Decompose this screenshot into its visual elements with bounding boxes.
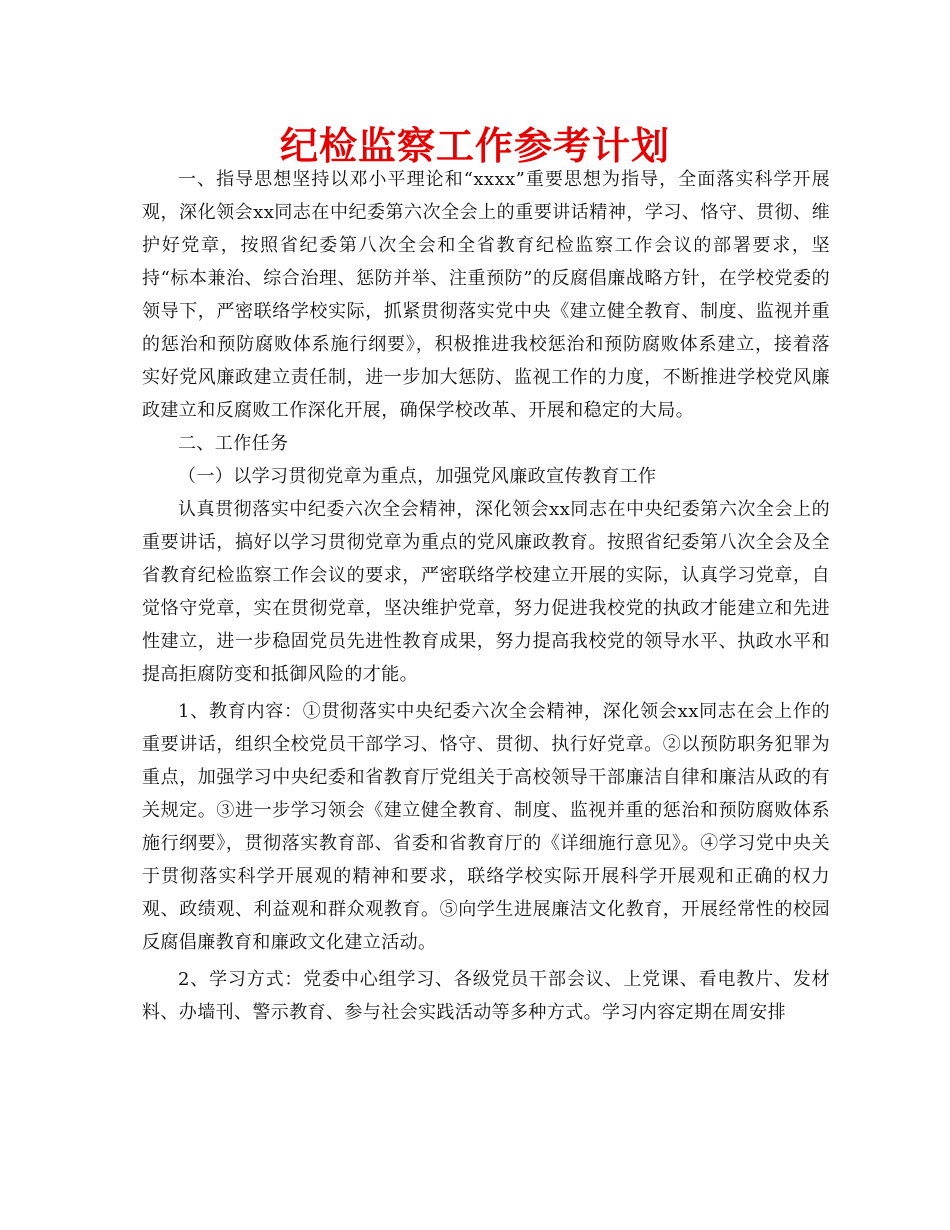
heading-work-tasks: 二、工作任务 [178,433,289,454]
paragraph-implementation: 认真贯彻落实中纪委六次全会精神，深化领会xx同志在中央纪委第六次全会上的重要讲话，搞好以学习贯彻党章为重点的党风廉政教育。按照省纪委第八次全会及全省教育纪检监察工作会议的要求，严密联络学校建立开展的实际，认真学习党章，自觉恪守党章，实在贯彻党章，坚决维护党章，努力促进我校党的执政才能建立和先进性建立，进一步稳固党员先进性教育成果，努力提高我校党的领导水平、执政水平和提高拒腐防变和抵御风险的才能。 [142,499,830,685]
document-title: 纪检监察工作参考计划 [279,124,670,168]
subheading-party-constitution-education: （一）以学习贯彻党章为重点，加强党风廉政宣传教育工作 [178,466,657,487]
paragraph-guiding-ideology: 一、指导思想坚持以邓小平理论和“xxxx”重要思想为指导，全面落实科学开展观，深化领会xx同志在中纪委第六次全会上的重要讲话精神，学习、恪守、贯彻、维护好党章，按照省纪委第八次全会和全省教育纪检监察工作会议的部署要求，坚持“标本兼治、综合治理、惩防并举、注重预防”的反腐倡廉战略方针，在学校党委的领导下，严密联络学校实际，抓紧贯彻落实党中央《建立健全教育、制度、监视并重的惩治和预防腐败体系施行纲要》，积极推进我校惩治和预防腐败体系建立，接着落实好党风廉政建立责任制，进一步加大惩防、监视工作的力度，不断推进学校党风廉政建立和反腐败工作深化开展，确保学校改革、开展和稳定的大局。 [142,169,830,421]
paragraph-study-methods: 2、学习方式：党委中心组学习、各级党员干部会议、上党课、看电教片、发材料、办墙刊、警示教育、参与社会实践活动等多种方式。学习内容定期在周安排 [142,969,830,1023]
paragraph-education-content: 1、教育内容：①贯彻落实中央纪委六次全会精神，深化领会xx同志在会上作的重要讲话，组织全校党员干部学习、恪守、贯彻、执行好党章。②以预防职务犯罪为重点，加强学习中央纪委和省教育厅党组关于高校领导干部廉洁自律和廉洁从政的有关规定。③进一步学习领会《建立健全教育、制度、监视并重的惩治和预防腐败体系施行纲要》，贯彻落实教育部、省委和省教育厅的《详细施行意见》。④学习党中央关于贯彻落实科学开展观的精神和要求，联络学校实际开展科学开展观和正确的权力观、政绩观、利益观和群众观教育。⑤向学生进展廉洁文化教育，开展经常性的校园反腐倡廉教育和廉政文化建立活动。 [142,701,830,953]
document-body [142,163,830,1029]
